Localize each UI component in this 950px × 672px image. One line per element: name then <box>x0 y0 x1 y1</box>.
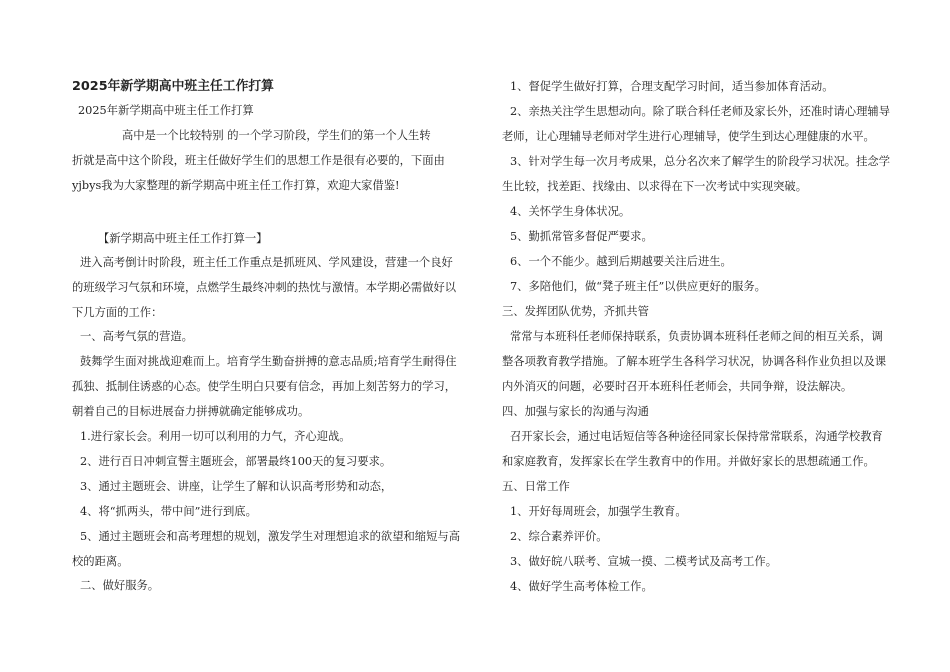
paragraph-line: 孤独、抵制住诱惑的心态。使学生明白只要有信念，再加上刻苦努力的学习， <box>72 380 457 393</box>
list-item: 2、亲热关注学生思想动向。除了联合科任老师及家长外，还准时请心理辅导 <box>510 105 890 118</box>
list-item: 3、针对学生每一次月考成果，总分名次来了解学生的阶段学习状况。挂念学 <box>510 155 890 168</box>
list-item: 4、将“抓两头，带中间”进行到底。 <box>80 505 257 518</box>
document-title: 2025年新学期高中班主任工作打算 <box>72 79 274 94</box>
list-item: 7、多陪他们，做“凳子班主任”以供应更好的服务。 <box>510 280 766 293</box>
paragraph-line: 和家庭教育，发挥家长在学生教育中的作用。并做好家长的思想疏通工作。 <box>502 455 875 468</box>
heading-atmosphere: 一、高考气氛的营造。 <box>80 330 193 343</box>
paragraph-line: 鼓舞学生面对挑战迎难而上。培育学生勤奋拼搏的意志品质;培育学生耐得住 <box>80 355 457 368</box>
list-item: 1、督促学生做好打算，合理支配学习时间，适当参加体育活动。 <box>510 80 834 93</box>
list-item: 校的距离。 <box>72 555 129 568</box>
paragraph-line: 朝着自己的目标进展奋力拼搏就确定能够成功。 <box>72 405 310 418</box>
list-item: 5、通过主题班会和高考理想的规划，激发学生对理想追求的欲望和缩短与高 <box>80 530 460 543</box>
intro-line: yjbys我为大家整理的新学期高中班主任工作打算，欢迎大家借鉴! <box>72 179 400 192</box>
heading-daily-work: 五、日常工作 <box>502 480 570 493</box>
paragraph-line: 进入高考倒计时阶段，班主任工作重点是抓班风、学风建设，营建一个良好 <box>80 256 453 269</box>
list-item: 4、做好学生高考体检工作。 <box>510 580 653 593</box>
section-heading: 【新学期高中班主任工作打算一】 <box>98 232 268 245</box>
heading-service: 二、做好服务。 <box>80 579 160 592</box>
intro-line: 高中是一个比较特别 的一个学习阶段，学生们的第一个人生转 <box>122 129 431 142</box>
list-item: 1.进行家长会。利用一切可以利用的力气，齐心迎战。 <box>80 430 351 443</box>
paragraph-line: 整各项教育教学措施。了解本班学生各科学习状况，协调各科作业负担以及课 <box>502 355 887 368</box>
list-item: 5、勤抓常管多督促严要求。 <box>510 230 653 243</box>
paragraph-line: 常常与本班科任老师保持联系，负责协调本班科任老师之间的相互关系，调 <box>510 330 883 343</box>
list-item: 6、一个不能少。越到后期越要关注后进生。 <box>510 255 732 268</box>
list-item: 1、开好每周班会，加强学生教育。 <box>510 505 687 518</box>
paragraph-line: 内外消灭的问题，必要时召开本班科任老师会，共同争辩，设法解决。 <box>502 380 853 393</box>
list-item: 生比较，找差距、找缘由、以求得在下一次考试中实现突破。 <box>502 180 808 193</box>
list-item: 2、进行百日冲刺宣誓主题班会，部署最终100天的复习要求。 <box>80 455 392 468</box>
list-item: 4、关怀学生身体状况。 <box>510 205 631 218</box>
list-item: 老师，让心理辅导老师对学生进行心理辅导，使学生到达心理健康的水平。 <box>502 130 875 143</box>
paragraph-line: 下几方面的工作： <box>72 306 163 319</box>
intro-line: 折就是高中这个阶段，班主任做好学生们的思想工作是很有必要的，下面由 <box>72 154 445 167</box>
document-subtitle: 2025年新学期高中班主任工作打算 <box>78 104 254 117</box>
paragraph-line: 召开家长会，通过电话短信等各种途径同家长保持常常联系，沟通学校教育 <box>510 430 883 443</box>
list-item: 3、通过主题班会、讲座，让学生了解和认识高考形势和动态， <box>80 480 393 493</box>
list-item: 2、综合素养评价。 <box>510 530 608 543</box>
heading-teamwork: 三、发挥团队优势，齐抓共管 <box>502 305 649 318</box>
heading-parents: 四、加强与家长的沟通与沟通 <box>502 405 649 418</box>
list-item: 3、做好皖八联考、宣城一摸、二模考试及高考工作。 <box>510 555 778 568</box>
paragraph-line: 的班级学习气氛和环境，点燃学生最终冲刺的热忱与激情。本学期必需做好以 <box>72 281 457 294</box>
